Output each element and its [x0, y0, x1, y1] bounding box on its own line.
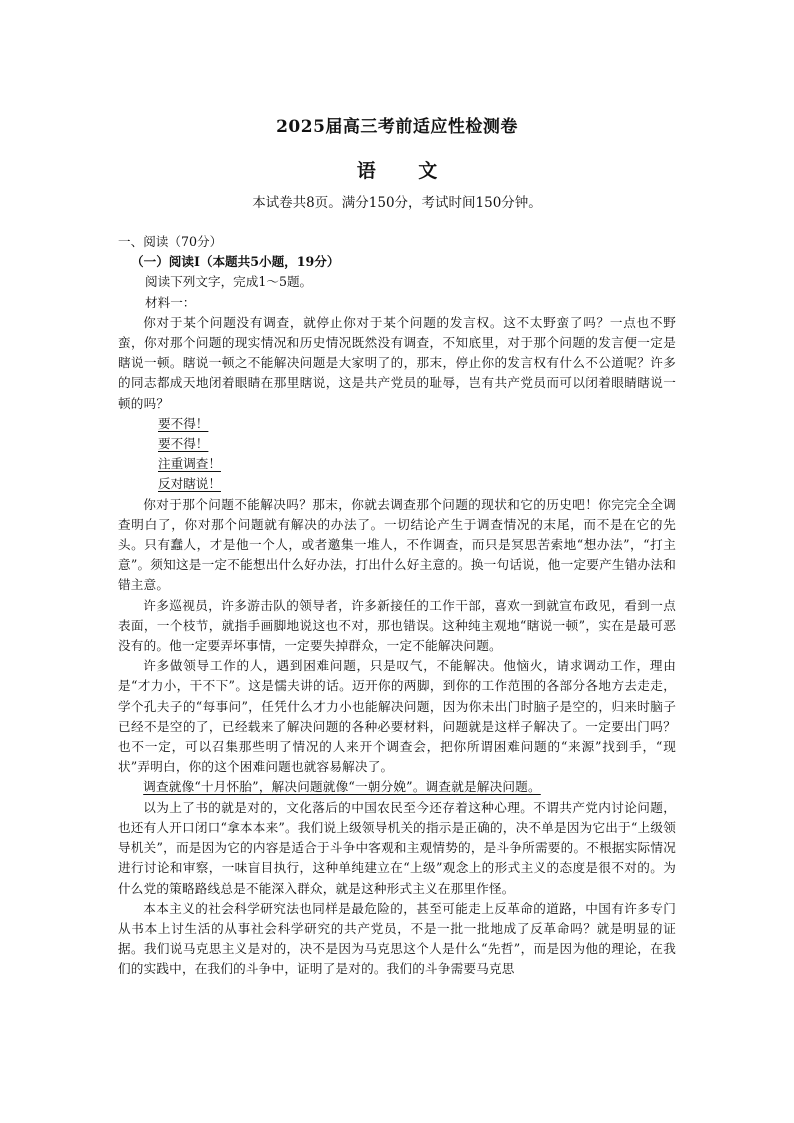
reading-content	[118, 232, 676, 980]
subject-title: 语 文	[356, 160, 456, 182]
subsection-heading: （一）阅读Ⅰ（本题共5小题，19分）	[131, 254, 340, 270]
paragraph-7: 本本主义的社会科学研究法也同样是最危险的，甚至可能走上反革命的道路，中国有许多专门从书本上讨生活的从事社会科学研究的共产党员，不是一批一批地成了反革命吗？就是明显的证据。我们说马克思主义是对的，决不是因为马克思这个人是什么“先哲”，而是因为他的理论，在我们的实践中，在我们的斗争中，证明了是对的。我们的斗争需要马克思	[118, 900, 676, 977]
slogan-2: 要不得！	[158, 436, 209, 452]
paragraph-2: 你对于那个问题不能解决吗？那末，你就去调查那个问题的现状和它的历史吧！你完完全全调查明白了，你对那个问题就有解决的办法了。一切结论产生于调查情况的末尾，而不是在它的先头。只有蠢人，才是他一个人，或者邀集一堆人，不作调查，而只是冥思苦索地“想办法”，“打主意”。须知这是一定不能想出什么好办法，打出什么好主意的。换一句话说，他一定要产生错办法和错主意。	[118, 496, 676, 593]
material-label: 材料一：	[145, 294, 196, 310]
section-heading: 一、阅读（70分）	[118, 234, 223, 249]
slogan-4: 反对瞎说！	[158, 476, 221, 492]
slogan-3: 注重调查！	[158, 456, 221, 472]
instruction-text: 阅读下列文字，完成1～5题。	[145, 274, 313, 290]
paragraph-5: 调查就像“十月怀胎”，解决问题就像“一朝分娩”。调查就是解决问题。	[143, 779, 541, 795]
paragraph-6: 以为上了书的就是对的，文化落后的中国农民至今还存着这种心理。不谓共产党内讨论问题，也还有人开口闭口“拿本本来”。我们说上级领导机关的指示是正确的，决不单是因为它出于“上级领导机关”，而是因为它的内容是适合于斗争中客观和主观情势的，是斗争所需要的。不根据实际情况进行讨论和审察，一味盲目执行，这种单纯建立在“上级”观念上的形式主义的态度是很不对的。为什么党的策略路线总是不能深入群众，就是这种形式主义在那里作怪。	[118, 799, 676, 896]
exam-info: 本试卷共8页。满分150分，考试时间150分钟。	[252, 195, 542, 211]
paragraph-3: 许多巡视员，许多游击队的领导者，许多新接任的工作干部，喜欢一到就宣布政见，看到一点表面，一个枝节，就指手画脚地说这也不对，那也错误。这种纯主观地“瞎说一顿”，实在是最可恶没有的。他一定要弄坏事情，一定要失掉群众，一定不能解决问题。	[118, 597, 676, 654]
paragraph-4: 许多做领导工作的人，遇到困难问题，只是叹气，不能解决。他恼火，请求调动工作，理由是“才力小，干不下”。这是懦夫讲的话。迈开你的两脚，到你的工作范围的各部分各地方去走走，学个孔夫子的“每事问”，任凭什么才力小也能解决问题，因为你未出门时脑子是空的，归来时脑子已经不是空的了，已经载来了解决问题的各种必要材料，问题就是这样子解决了。一定要出门吗？也不一定，可以召集那些明了情况的人来开个调查会，把你所谓困难问题的“来源”找到手，“现状”弄明白，你的这个困难问题也就容易解决了。	[118, 658, 676, 775]
paragraph-1: 你对于某个问题没有调查，就停止你对于某个问题的发言权。这不太野蛮了吗？一点也不野蛮，你对那个问题的现实情况和历史情况既然没有调查，不知底里，对于那个问题的发言便一定是瞎说一顿。瞎说一顿之不能解决问题是大家明了的，那末，停止你的发言权有什么不公道呢？许多的同志都成天地闭着眼睛在那里瞎说，这是共产党员的耻辱，岂有共产党员而可以闭着眼睛瞎说一顿的吗？	[118, 314, 676, 411]
slogan-1: 要不得！	[158, 415, 209, 431]
exam-title: 2025届高三考前适应性检测卷	[276, 117, 518, 137]
